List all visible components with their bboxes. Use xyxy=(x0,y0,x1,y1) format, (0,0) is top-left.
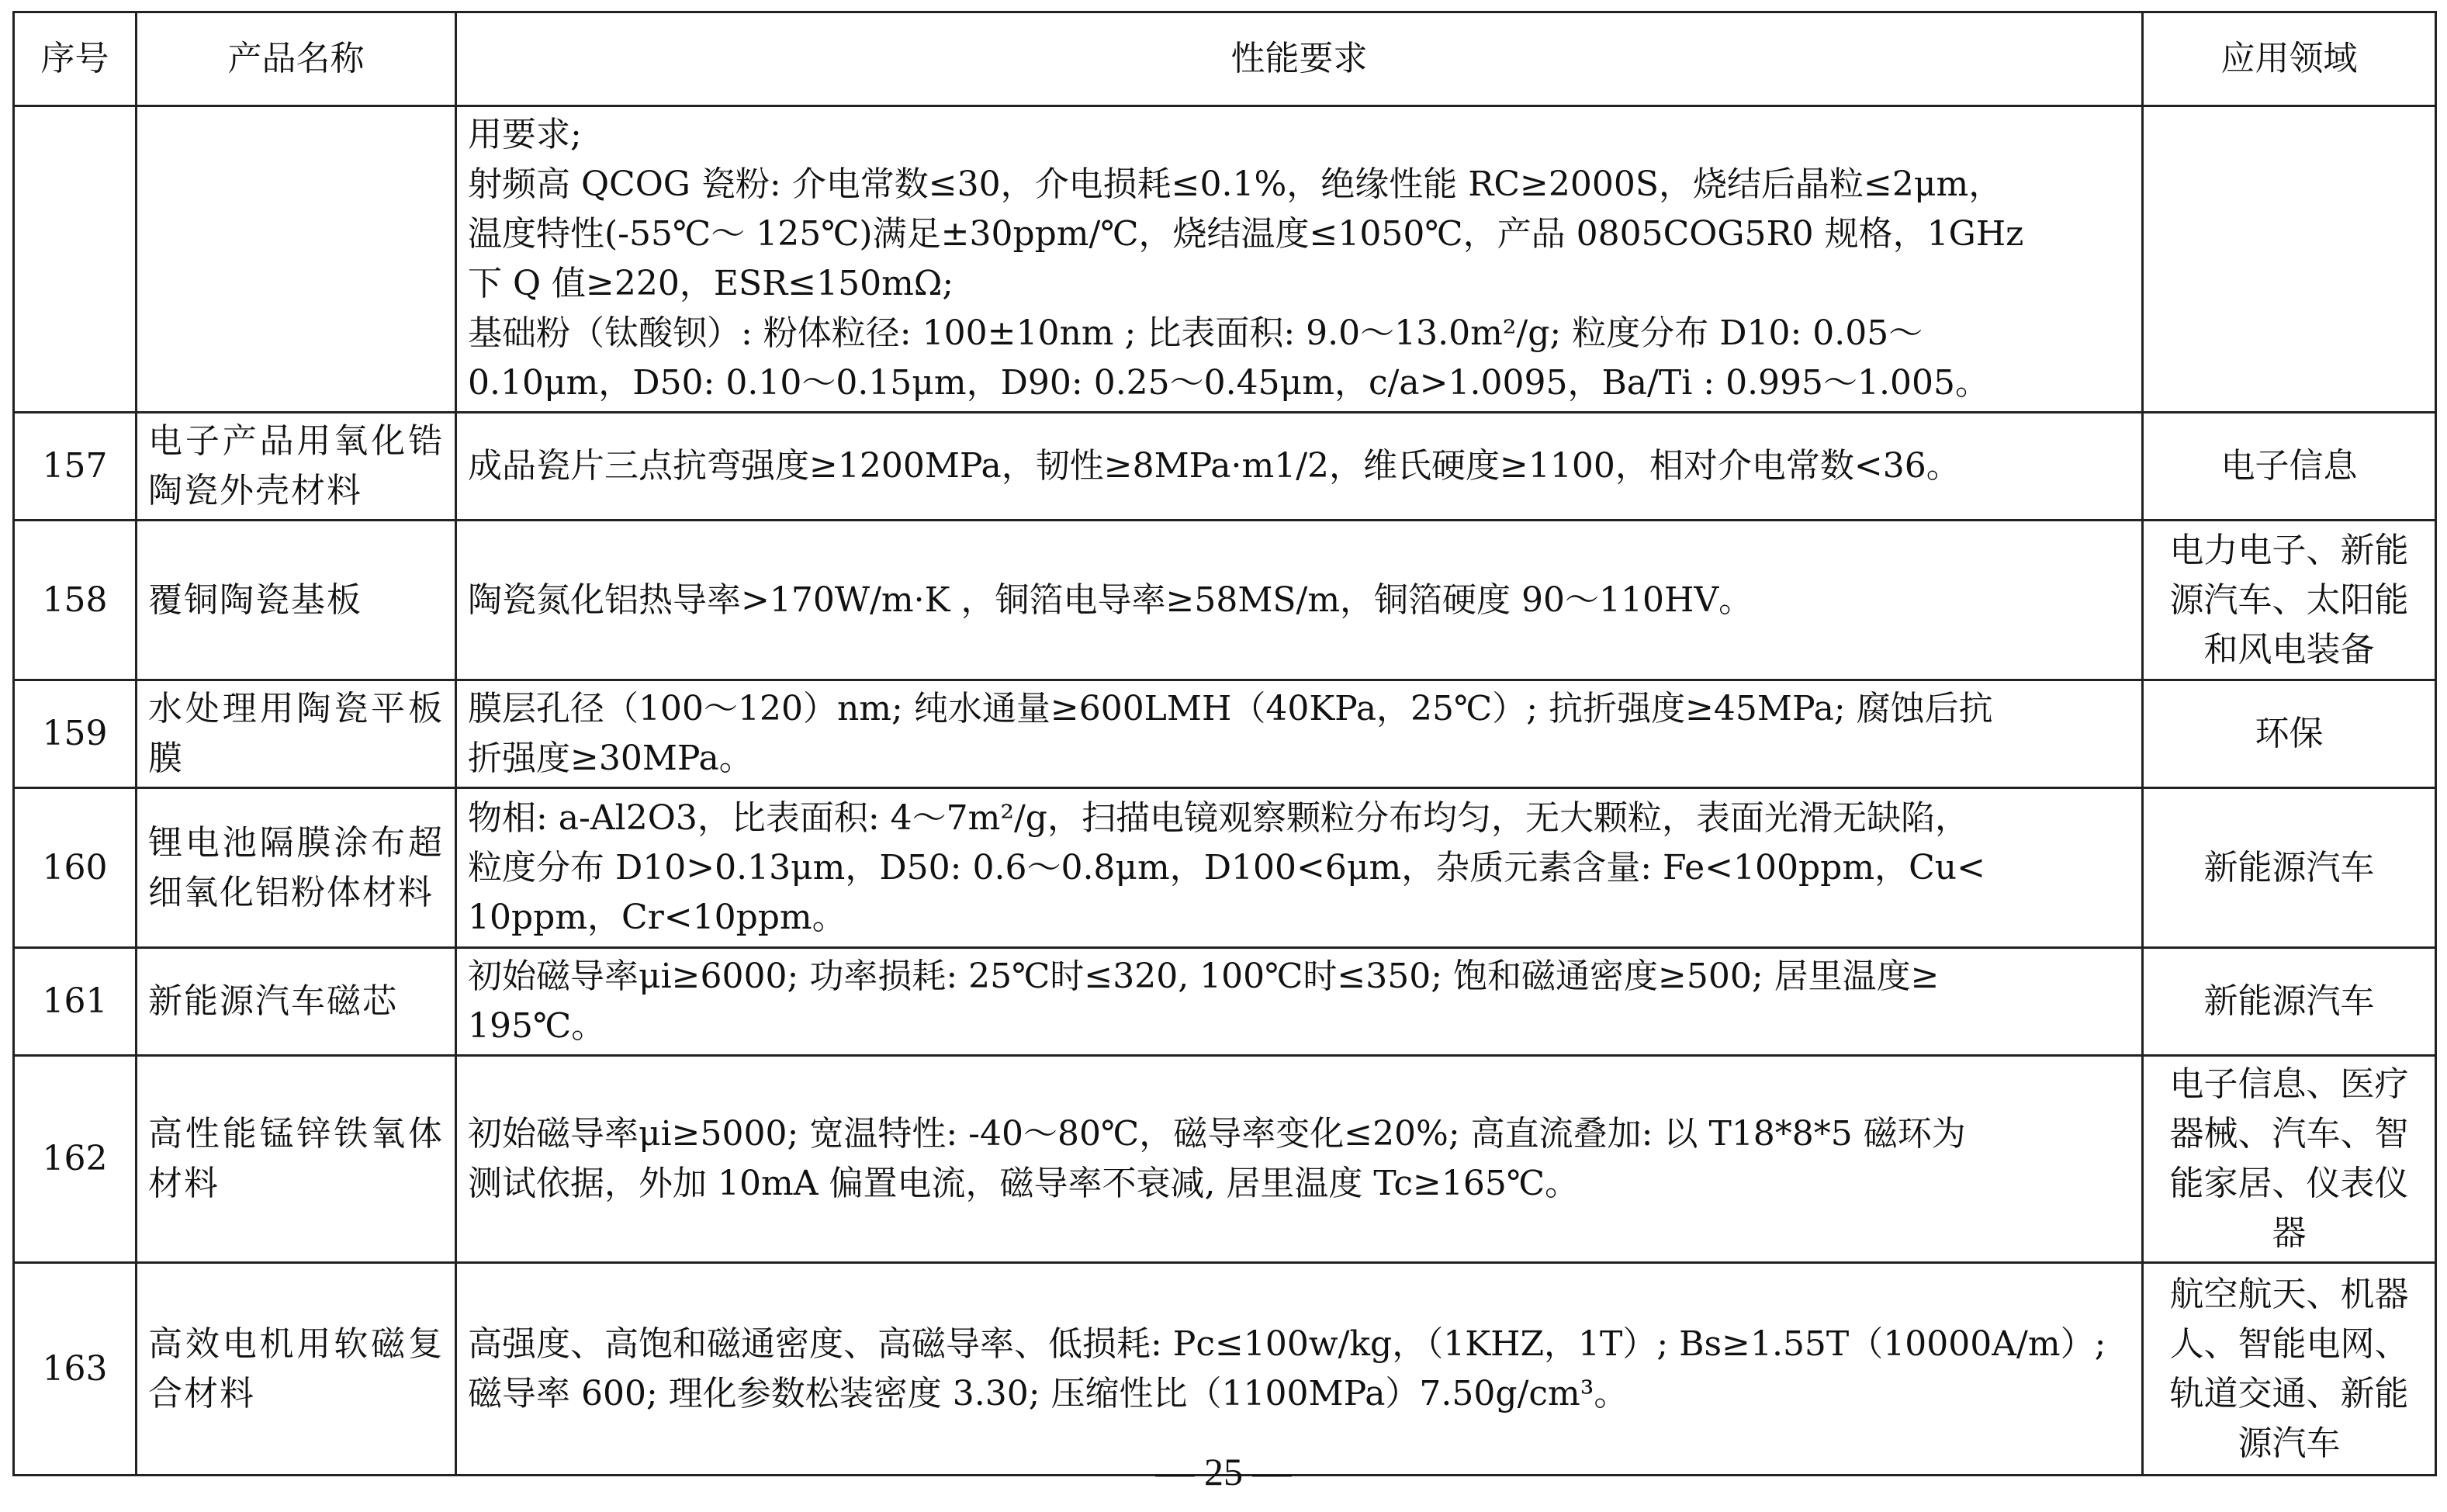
row-name: 覆铜陶瓷基板 xyxy=(137,521,456,680)
table-row xyxy=(14,1056,2436,1263)
row-no: 159 xyxy=(14,680,137,788)
spec-line: 膜层孔径（100～120）nm; 纯水通量≥600LMH（40KPa，25℃）; 抗折强度≥45MPa; 腐蚀后抗 xyxy=(468,689,1993,728)
spec-line: 物相: a-Al2O3，比表面积: 4～7m²/g，扫描电镜观察颗粒分布均匀，无大颗粒，表面光滑无缺陷， xyxy=(468,798,1969,838)
spec-line: 成品瓷片三点抗弯强度≥1200MPa，韧性≥8MPa·m1/2，维氏硬度≥1100，相对介电常数<36。 xyxy=(468,446,1961,486)
spec-line: 高强度、高饱和磁通密度、高磁导率、低损耗: Pc≤100w/kg，（1KHZ，1T）; Bs≥1.55T（10000A/m）; xyxy=(468,1323,2106,1364)
spec-line: 测试依据，外加 10mA 偏置电流，磁导率不衰减, 居里温度 Tc≥165℃。 xyxy=(468,1164,1580,1203)
spec-line: 磁导率 600; 理化参数松装密度 3.30; 压缩性比（1100MPa）7.50g/cm³。 xyxy=(468,1373,1628,1413)
spec-line: 陶瓷氮化铝热导率>170W/m·K ，铜箔电导率≥58MS/m，铜箔硬度 90～110HV。 xyxy=(468,580,1753,620)
row-name: 锂电池隔膜涂布超细氧化铝粉体材料 xyxy=(137,788,456,948)
row-field: 环保 xyxy=(2143,680,2436,788)
row-spec xyxy=(456,1056,2143,1263)
spec-line: 射频高 QCOG 瓷粉: 介电常数≤30，介电损耗≤0.1%，绝缘性能 RC≥2000S，烧结后晶粒≤2μm， xyxy=(468,164,2003,204)
row-no: 161 xyxy=(14,948,137,1056)
spec-line: 折强度≥30MPa。 xyxy=(468,739,753,778)
row-spec xyxy=(456,106,2143,413)
row-no: 160 xyxy=(14,788,137,948)
row-name: 高效电机用软磁复合材料 xyxy=(137,1263,456,1476)
row-spec xyxy=(456,521,2143,680)
spec-line: 初始磁导率μi≥6000; 功率损耗: 25℃时≤320, 100℃时≤350; 饱和磁通密度≥500; 居里温度≥ xyxy=(468,957,1940,996)
row-field: 电子信息、医疗器械、汽车、智能家居、仪表仪器 xyxy=(2143,1056,2436,1263)
page-number: — 25 — xyxy=(1155,1450,1292,1493)
row-name: 电子产品用氧化锆陶瓷外壳材料 xyxy=(137,413,456,521)
row-name: 水处理用陶瓷平板膜 xyxy=(137,680,456,788)
row-spec xyxy=(456,680,2143,788)
header-no: 序号 xyxy=(14,12,137,106)
row-name xyxy=(137,106,456,413)
product-table xyxy=(12,11,2437,1476)
header-spec: 性能要求 xyxy=(456,12,2143,106)
row-field: 新能源汽车 xyxy=(2143,788,2436,948)
row-spec xyxy=(456,788,2143,948)
row-field: 电子信息 xyxy=(2143,413,2436,521)
row-no: 158 xyxy=(14,521,137,680)
spec-line: 195℃。 xyxy=(468,1006,606,1046)
header-name: 产品名称 xyxy=(137,12,456,106)
row-spec xyxy=(456,1263,2143,1476)
spec-line: 基础粉（钛酸钡）: 粉体粒径: 100±10nm ; 比表面积: 9.0～13.0m²/g; 粒度分布 D10: 0.05～ xyxy=(468,313,1923,353)
row-field: 电力电子、新能源汽车、太阳能和风电装备 xyxy=(2143,521,2436,680)
spec-line: 粒度分布 D10>0.13μm，D50: 0.6～0.8μm，D100<6μm，杂质元素含量: Fe<100ppm，Cu< xyxy=(468,847,1985,887)
table-row xyxy=(14,1263,2436,1476)
row-no: 163 xyxy=(14,1263,137,1476)
row-name: 新能源汽车磁芯 xyxy=(137,948,456,1056)
row-field: 航空航天、机器人、智能电网、轨道交通、新能源汽车 xyxy=(2143,1263,2436,1476)
table-row xyxy=(14,413,2436,521)
spec-line: 温度特性(-55℃～ 125℃)满足±30ppm/℃，烧结温度≤1050℃，产品 0805COG5R0 规格，1GHz xyxy=(468,214,2024,254)
spec-line: 初始磁导率μi≥5000; 宽温特性: -40～80℃，磁导率变化≤20%; 高直流叠加: 以 T18*8*5 磁环为 xyxy=(468,1114,1966,1154)
table-row xyxy=(14,521,2436,680)
row-no xyxy=(14,106,137,413)
row-field: 新能源汽车 xyxy=(2143,948,2436,1056)
spec-line: 0.10μm，D50: 0.10～0.15μm，D90: 0.25～0.45μm，c/a>1.0095，Ba/Ti : 0.995～1.005。 xyxy=(468,363,1990,403)
table-row xyxy=(14,680,2436,788)
row-spec xyxy=(456,948,2143,1056)
spec-line: 10ppm，Cr<10ppm。 xyxy=(468,897,846,937)
row-spec xyxy=(456,413,2143,521)
table-row xyxy=(14,948,2436,1056)
row-no: 162 xyxy=(14,1056,137,1263)
table-row xyxy=(14,788,2436,948)
row-no: 157 xyxy=(14,413,137,521)
row-name: 高性能锰锌铁氧体材料 xyxy=(137,1056,456,1263)
row-field xyxy=(2143,106,2436,413)
header-field: 应用领域 xyxy=(2143,12,2436,106)
spec-line: 用要求; xyxy=(468,115,582,154)
spec-line: 下 Q 值≥220，ESR≤150mΩ; xyxy=(468,264,954,303)
table-row xyxy=(14,106,2436,413)
table-header-row xyxy=(14,12,2436,106)
